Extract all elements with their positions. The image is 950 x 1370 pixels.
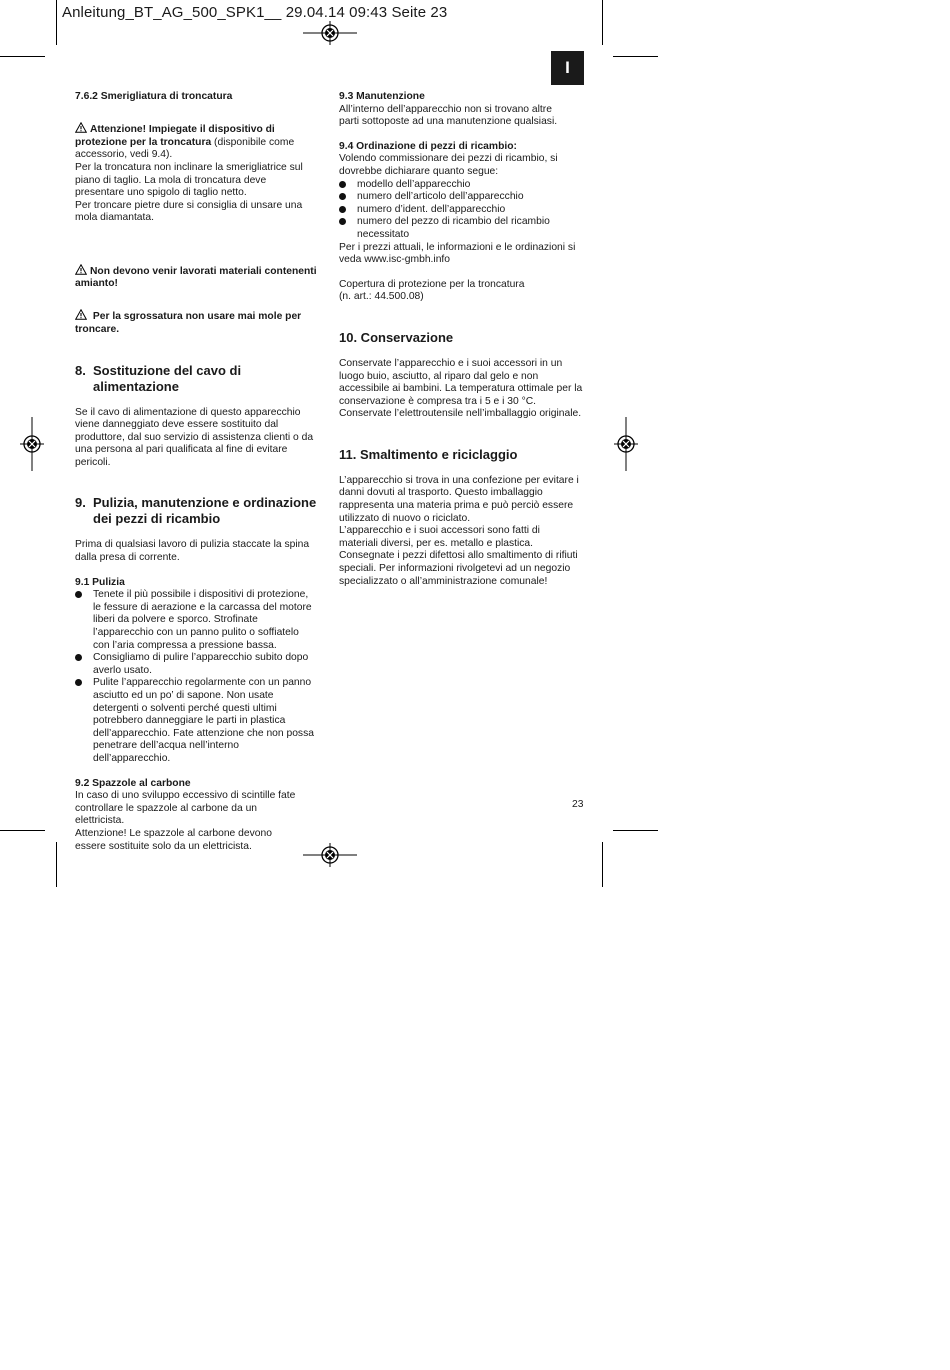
asbestos-warning (75, 251, 325, 291)
section-10-title: 10. Conservazione (339, 329, 454, 345)
section-9-4-info: Per i prezzi attuali, le informazioni e le ordinazioni si veda www.isc-gmbh.info (339, 241, 576, 266)
bullet-icon (75, 591, 82, 598)
bullet-icon (75, 654, 82, 661)
list-item: Tenete il più possibile i dispositivi di protezione, le fessure di aerazione e la carcassa del motore liberi da polvere e sporco. Strofinate l’apparecchio con un panno pulito o soffiatelo con l’aria compressa a pressione bassa. (75, 589, 325, 652)
asbestos-warning-text: Non devono venir lavorati materiali contenenti amianto! (75, 265, 317, 290)
section-10-heading (339, 330, 584, 346)
section-11-heading (339, 447, 584, 463)
crop-mark (602, 842, 603, 887)
warning-triangle-icon (75, 264, 87, 275)
section-9-2-title: 9.2 Spazzole al carbone (75, 777, 191, 789)
section-9-title: Pulizia, manutenzione e ordinazione dei pezzi di ricambio (93, 495, 317, 527)
crop-mark (56, 842, 57, 887)
registration-mark-icon (303, 21, 357, 45)
section-8-body: Se il cavo di alimentazione di questo apparecchio viene danneggiato deve essere sostituito dal produttore, dal suo servizio di assistenza clienti o da una persona al pari qualificata al fine di evitare pericoli. (75, 406, 314, 468)
print-slug: Anleitung_BT_AG_500_SPK1__ 29.04.14 09:43 Seite 23 (62, 4, 448, 21)
crop-mark (0, 56, 45, 57)
list-item: Pulite l’apparecchio regolarmente con un panno asciutto ed un po’ di sapone. Non usate detergenti o solventi perché questi ultimi potrebbero danneggiare le parti in plastica dell’apparecchio. Fate attenzione che non possa penetrare dell’acqua nell’interno dell’apparecchio. (75, 677, 325, 765)
bullet-icon (339, 218, 346, 225)
bullet-icon (339, 181, 346, 188)
list-item: numero dell’articolo dell’apparecchio (339, 191, 584, 204)
section-8-heading (75, 363, 325, 395)
crop-mark (56, 0, 57, 45)
warning-triangle-icon (75, 309, 87, 320)
section-9-4-cover: Copertura di protezione per la troncatura (n. art.: 44.500.08) (339, 278, 525, 303)
list-item: Consigliamo di pulire l’apparecchio subito dopo averlo usato. (75, 652, 325, 677)
section-9-number: 9. (75, 495, 86, 511)
section-9-3-title: 9.3 Manutenzione (339, 91, 425, 102)
section-11-body: L’apparecchio si trova in una confezione per evitare i danni dovuti al trasporto. Questo imballaggio rappresenta una materia prima e può perciò essere utilizzato di nuovo o riciclato. L’apparecchio e i suoi accessori sono fatti di materiali diversi, per es. metallo e plastica. Consegnate i pezzi difettosi allo smaltimento di rifiuti speciali. Per informazioni rivolgetevi ad un negozio specializzato o all’amministrazione comunale! (339, 474, 579, 587)
section-9-3-body: All’interno dell’apparecchio non si trovano altre parti sottoposte ad una manutenzione qualsiasi. (339, 103, 558, 128)
section-9-intro: Prima di qualsiasi lavoro di pulizia staccate la spina dalla presa di corrente. (75, 539, 310, 564)
registration-mark-icon (614, 417, 638, 471)
warning-text: (disponibile come accessorio, vedi 9.4). (75, 136, 295, 161)
list-item: numero d’ident. dell’apparecchio (339, 204, 584, 217)
warning-triangle-icon (75, 122, 87, 133)
section-11-title: 11. Smaltimento e riciclaggio (339, 446, 518, 462)
section-7-6-2-warning (75, 110, 325, 162)
section-10-body: Conservate l’apparecchio e i suoi accessori in un luogo buio, asciutto, al riparo dal gelo e non accessibile ai bambini. La temperatura ottimale per la conservazione è compresa tra i 5 e i 30 °C. Conservate l’elettroutensile nell’imballaggio originale. (339, 357, 583, 420)
warning-bold-text: Attenzione! Impiegate il dispositivo di protezione per la troncatura (75, 124, 275, 148)
section-9-heading (75, 495, 325, 527)
section-7-6-2-body: Per la troncatura non inclinare la smerigliatrice sul piano di taglio. La mola di troncatura deve presentare uno spigolo di taglio netto. Per troncare pietre dure si consiglia di unsare una mola diamantata. (75, 161, 303, 224)
left-column (75, 91, 325, 853)
list-item: modello dell’apparecchio (339, 179, 584, 192)
crop-mark (613, 56, 658, 57)
bullet-icon (339, 193, 346, 200)
section-9-4-intro: Volendo commissionare dei pezzi di ricambio, si dovrebbe dichiarare quanto segue: (339, 153, 558, 177)
crop-mark (602, 0, 603, 45)
section-8-number: 8. (75, 362, 86, 378)
section-7-6-2-title: 7.6.2 Smerigliatura di troncatura (75, 91, 233, 102)
spare-parts-list (339, 179, 584, 242)
roughing-warning-text: Per la sgrossatura non usare mai mole per troncare. (75, 311, 302, 335)
bullet-icon (339, 206, 346, 213)
section-9-2-body: In caso di uno sviluppo eccessivo di scintille fate controllare le spazzole al carbone da un elettricista. Attenzione! Le spazzole al carbone devono essere sostituite solo da un elettricista. (75, 790, 296, 852)
list-item: numero del pezzo di ricambio del ricambio necessitato (339, 216, 584, 241)
crop-mark (0, 830, 45, 831)
language-tab: I (551, 51, 584, 85)
section-9-4-title: 9.4 Ordinazione di pezzi di ricambio: (339, 140, 517, 152)
page-number: 23 (572, 799, 584, 810)
right-column (339, 91, 584, 588)
roughing-warning (75, 297, 325, 337)
bullet-icon (75, 679, 82, 686)
registration-mark-icon (20, 417, 44, 471)
section-9-1-title: 9.1 Pulizia (75, 576, 125, 588)
section-8-title: Sostituzione del cavo di alimentazione (93, 362, 242, 394)
crop-mark (613, 830, 658, 831)
cleaning-list (75, 589, 325, 765)
